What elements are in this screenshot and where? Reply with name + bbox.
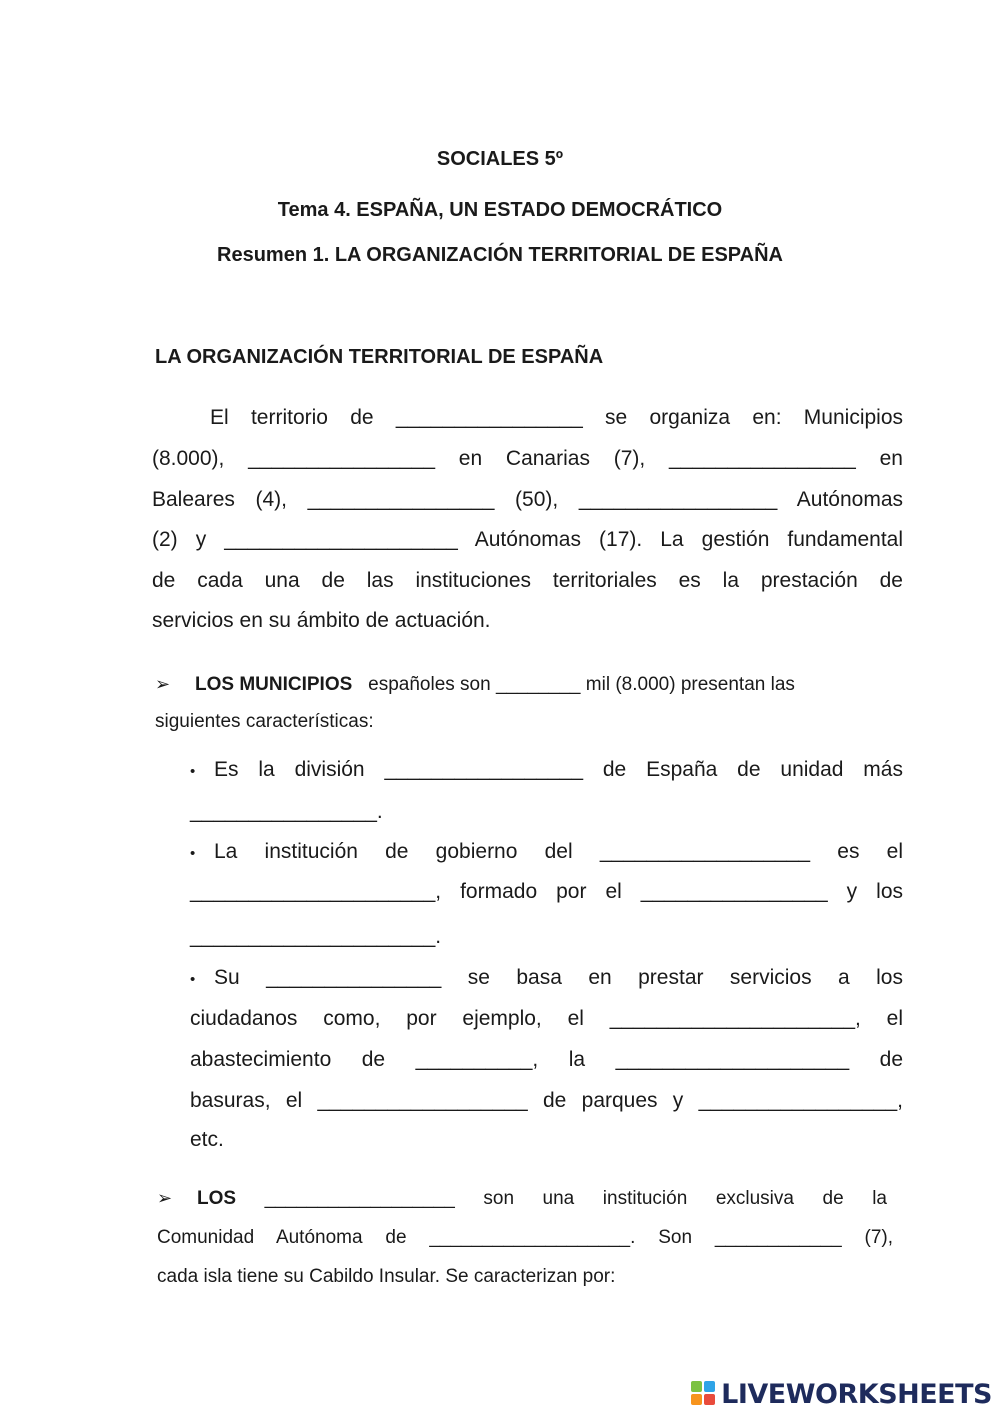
intro-line-3: Baleares (4), ________________ (50), _________________ Autónomas [152,488,904,511]
municipios-bullet-2-cont: _____________________, formado por el ________________ y los [190,880,904,903]
blank-field[interactable]: ________________ [190,800,377,823]
blank-field[interactable]: ________________ [248,447,436,470]
blank-field[interactable]: _______________ [266,966,442,989]
blank-field[interactable]: __________________ [264,1188,455,1209]
municipios-bullet-3-end: etc. [190,1128,224,1151]
blank-field[interactable]: ____________________ [615,1048,850,1071]
blank-field[interactable]: ________________ [668,447,856,470]
municipios-bullet-3-line-3: abastecimiento de __________, la ____________________ de [190,1048,904,1071]
intro-line-4: (2) y ____________________ Autónomas (17). La gestión fundamental [152,528,903,551]
blank-field[interactable]: ________ [495,674,581,695]
cabildos-label: LOS [197,1188,237,1209]
municipios-bullet-1: • Es la división _________________ de España de unidad más [190,758,903,784]
intro-line-6: servicios en su ámbito de actuación. [152,609,491,632]
document-summary-title: Resumen 1. LA ORGANIZACIÓN TERRITORIAL DE ESPAÑA [217,244,783,266]
blank-field[interactable]: _____________________ [609,1007,855,1030]
blank-field[interactable]: __________________ [599,840,811,863]
municipios-bullet-2-end: _____________________. [190,925,442,948]
liveworksheets-logo-icon [691,1381,717,1407]
municipios-bullet-3: • Su _______________ se basa en prestar servicios a los [190,966,903,992]
arrow-bullet-icon: ➢ [157,1188,173,1208]
municipios-bullet-3-line-2: ciudadanos como, por ejemplo, el _____________________, el [190,1007,903,1030]
document-subject: SOCIALES 5º [436,148,564,170]
blank-field[interactable]: _____________________ [190,880,436,903]
blank-field[interactable]: __________ [415,1048,533,1071]
blank-field[interactable]: ____________ [714,1227,842,1248]
blank-field[interactable]: ____________________ [224,528,458,551]
blank-field[interactable]: _____________________ [190,925,436,948]
municipios-line-2: siguientes características: [155,711,374,732]
municipios-bullet-2: • La institución de gobierno del __________________ es el [190,840,903,866]
blank-field[interactable]: ___________________ [429,1227,631,1248]
intro-line-1: El territorio de ________________ se organiza en: Municipios [210,406,904,429]
bullet-icon: • [190,971,196,988]
liveworksheets-brand-text: LIVEWORKSHEETS [721,1378,992,1410]
cabildos-line-1: ➢ LOS __________________ son una institución exclusiva de la [157,1188,887,1209]
blank-field[interactable]: _________________ [698,1089,898,1112]
section-heading: LA ORGANIZACIÓN TERRITORIAL DE ESPAÑA [155,346,604,368]
blank-field[interactable]: _________________ [384,758,584,781]
intro-line-5: de cada una de las instituciones territoriales es la prestación de [152,569,903,592]
intro-line-2: (8.000), ________________ en Canarias (7), ________________ en [152,447,903,470]
blank-field[interactable]: ________________ [640,880,828,903]
blank-field[interactable]: ________________ [395,406,583,429]
bullet-icon: • [190,845,196,862]
liveworksheets-logo [691,1379,992,1409]
cabildos-line-3: cada isla tiene su Cabildo Insular. Se caracterizan por: [157,1266,616,1287]
bullet-icon: • [190,763,196,780]
cabildos-line-2: Comunidad Autónoma de ___________________. Son ____________ (7), [157,1227,893,1248]
blank-field[interactable]: _________________ [578,488,778,511]
blank-field[interactable]: __________________ [317,1089,528,1112]
blank-field[interactable]: ________________ [307,488,495,511]
arrow-bullet-icon: ➢ [155,674,171,694]
municipios-line-1: ➢ LOS MUNICIPIOS españoles son ________ mil (8.000) presentan las [155,674,795,695]
municipios-bullet-1-cont: ________________. [190,800,383,823]
municipios-bullet-3-line-4: basuras, el __________________ de parques y _________________, [190,1089,903,1112]
municipios-label: LOS MUNICIPIOS [195,674,353,695]
document-topic: Tema 4. ESPAÑA, UN ESTADO DEMOCRÁTICO [277,199,723,221]
